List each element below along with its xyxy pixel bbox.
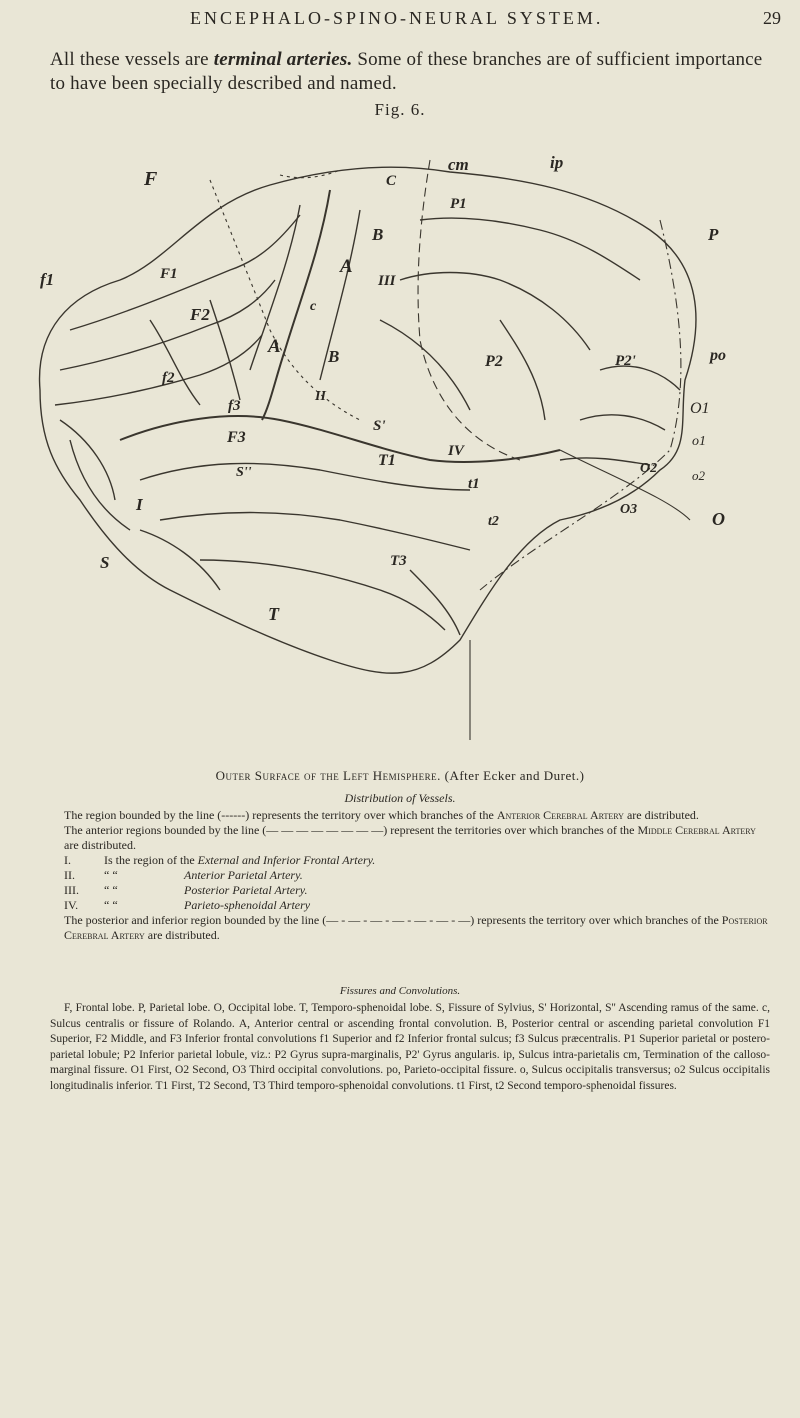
label-C: C [386, 173, 397, 189]
label-T1: T1 [378, 452, 396, 469]
artery-item-ditto: “ “ [104, 868, 118, 882]
artery-item-name: Posterior Parietal Artery. [184, 883, 308, 897]
intro-paragraph [50, 48, 770, 96]
artery-item-prefix: Is the region of the [104, 853, 198, 867]
label-P2-prime: P2' [615, 353, 636, 369]
label-A: A [340, 256, 353, 277]
label-o2: o2 [692, 468, 705, 483]
distribution-line-middle-end: are distributed. [64, 838, 136, 852]
hemisphere-outline [40, 167, 696, 673]
label-O1: O1 [690, 400, 710, 417]
distribution-line-anterior [50, 808, 770, 823]
distribution-line-middle-text: The anterior regions bounded by the line (— — — — — — — —) represent the territories over which branches of the [64, 823, 638, 837]
intro-emphasis: terminal arteries. [213, 49, 353, 70]
label-O: O [712, 509, 725, 529]
sylvian-fissure [120, 416, 560, 462]
caption-credit: (After Ecker and Duret.) [444, 768, 585, 783]
artery-item [50, 883, 770, 898]
label-P: P [708, 225, 719, 244]
artery-item [50, 868, 770, 883]
intro-text-before: All these vessels are [50, 49, 214, 70]
label-S-prime: S' [373, 418, 386, 434]
label-c-small: c [310, 299, 317, 314]
label-IV: IV [448, 443, 464, 459]
artery-item-name: Anterior Parietal Artery. [184, 868, 303, 882]
label-S-double-prime: S'' [236, 465, 252, 480]
label-P2: P2 [485, 353, 503, 370]
anterior-cerebral-artery: Anterior Cerebral Artery [496, 808, 624, 822]
figure-label: Fig. 6. [374, 100, 426, 119]
artery-item-number: I. [64, 853, 71, 867]
middle-cerebral-artery: Middle Cerebral Artery [637, 823, 756, 837]
label-F1: F1 [160, 266, 178, 282]
caption-main: Outer Surface of the Left Hemisphere. [215, 768, 441, 783]
posterior-boundary-line [480, 220, 681, 590]
artery-item [50, 898, 770, 913]
label-A-mid: A [268, 336, 281, 357]
artery-item-name: Parieto-sphenoidal Artery [184, 898, 311, 912]
middle-boundary-line [418, 160, 520, 460]
label-t2: t2 [488, 514, 499, 529]
artery-item-ditto: “ “ [104, 883, 118, 897]
label-ip: ip [550, 153, 564, 172]
label-F3: F3 [227, 429, 246, 446]
artery-item-ditto: “ “ [104, 898, 118, 912]
distribution-line-posterior-end: are distributed. [144, 928, 220, 942]
distribution-text [50, 808, 770, 943]
distribution-line-posterior-text: The posterior and inferior region bounded by the line (— - — - — - — - — - — - —) represents the territory over which branches of the [64, 913, 722, 927]
label-O2: O2 [640, 461, 658, 476]
label-t1: t1 [468, 476, 480, 492]
label-B-mid: B [328, 347, 340, 366]
artery-item-number: IV. [64, 898, 79, 912]
label-O3: O3 [620, 502, 638, 517]
label-cm: cm [448, 155, 469, 174]
artery-item-name: External and Inferior Frontal Artery. [197, 853, 376, 867]
running-head [0, 8, 800, 38]
running-title: ENCEPHALO-SPINO-NEURAL SYSTEM. [190, 8, 604, 28]
label-S: S [100, 553, 110, 572]
page-number: 29 [763, 8, 781, 28]
label-o1: o1 [692, 434, 706, 449]
distribution-line-anterior-end: are distributed. [623, 808, 699, 822]
label-F2: F2 [190, 305, 210, 324]
posterior-cerebral-artery: Posterior Cerebral Artery [64, 913, 768, 942]
label-T3: T3 [390, 553, 407, 569]
label-III: III [378, 273, 396, 289]
label-F: F [144, 168, 158, 190]
label-II: II [315, 389, 326, 404]
anterior-boundary-line [210, 180, 360, 420]
artery-item [50, 853, 770, 868]
fissures-heading: Fissures and Convolutions. [339, 985, 461, 997]
distribution-line-posterior [50, 913, 770, 943]
figure-caption [0, 768, 800, 784]
intro-text-after: Some of these branches are of sufficient importance to have been specially described and named. [50, 49, 763, 94]
brain-hemisphere-diagram [0, 120, 800, 770]
label-f3: f3 [228, 398, 241, 414]
label-po: po [710, 347, 726, 364]
label-f2: f2 [162, 370, 175, 386]
distribution-line-middle [50, 823, 770, 853]
label-f1: f1 [40, 270, 55, 289]
fissures-legend: F, Frontal lobe. P, Parietal lobe. O, Occipital lobe. T, Temporo-sphenoidal lobe. S, Fissure of Sylvius, S' Horizontal, S'' Ascending ramus of the same. c, Sulcus centralis or fissure of Rolando. A, Anterior central or ascending frontal convolution. B, Posterior central or ascending parietal convolution F1 Superior, F2 Middle, and F3 Inferior frontal convolutions f1 Superior and f2 Inferior frontal sulcus; f3 Sulcus præcentralis. P1 Superior parietal or postero-parietal lobule; P2 Inferior parietal lobule, viz.: P2 Gyrus supra-marginalis, P2' Gyrus angularis. ip, Sulcus intra-parietalis cm, Termination of the calloso-marginal fissure. O1 First, O2 Second, O3 Third occipital convolutions. po, Parieto-occipital fissure. o, Sulcus occipitalis transversus; o2 Sulcus occipitalis longitudinalis inferior. T1 First, T2 Second, T3 Third temporo-sphenoidal convolutions. t1 First, t2 Second temporo-sphenoidal fissures. [50, 1002, 770, 1092]
label-P1: P1 [450, 196, 467, 212]
distribution-heading: Distribution of Vessels. [344, 791, 456, 805]
label-T: T [268, 604, 279, 624]
label-B: B [372, 225, 384, 244]
artery-item-number: II. [64, 868, 75, 882]
distribution-line-anterior-text: The region bounded by the line (------) represents the territory over which branches of the [64, 808, 494, 822]
label-I: I [136, 495, 143, 514]
artery-item-number: III. [64, 883, 79, 897]
